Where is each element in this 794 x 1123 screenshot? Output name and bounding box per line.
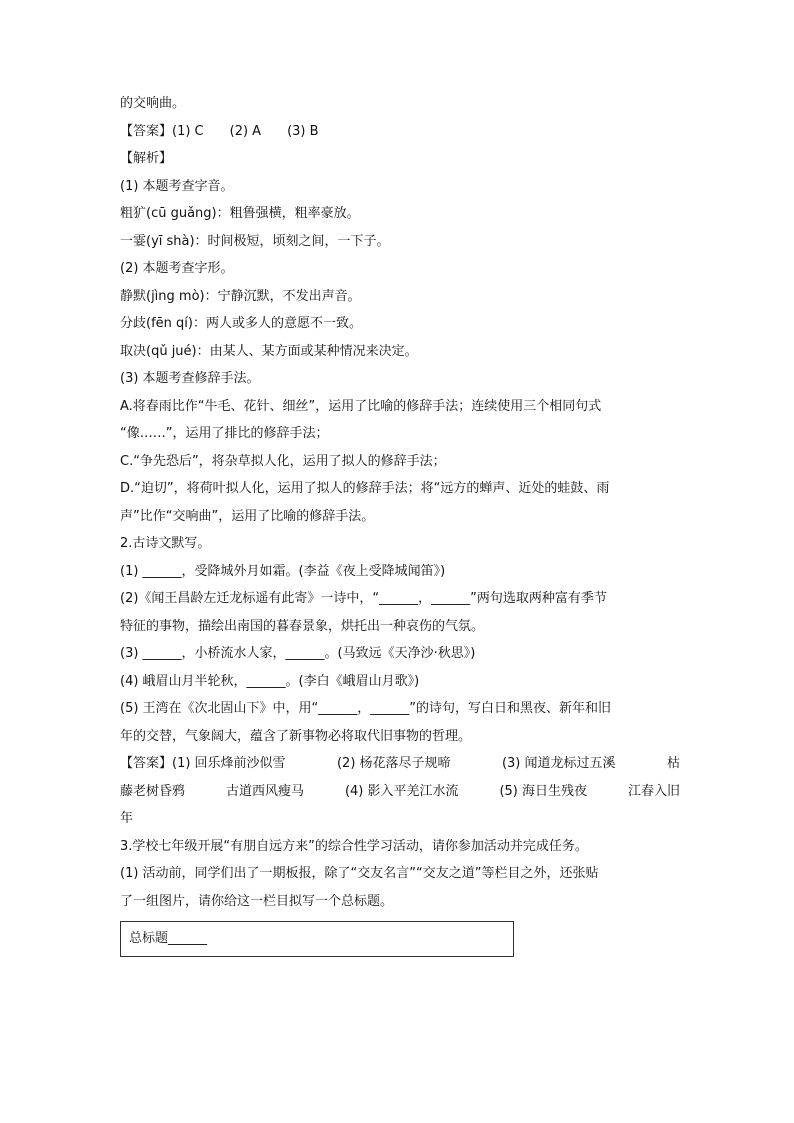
text-line: 一霎(yī shà)：时间极短，顷刻之间，一下子。 [120, 233, 390, 249]
text-line: 分歧(fēn qí)：两人或多人的意愿不一致。 [120, 316, 362, 331]
text-line: (1) ______，受降城外月如霜。(李益《夜上受降城闻笛》) [120, 563, 446, 579]
analysis-heading: 【解析】 [120, 151, 173, 166]
answer-item: (5) 海日生残夜 [499, 783, 588, 799]
answer-box-label: 总标题______ [129, 931, 208, 946]
text-line: (2) 本题考查字形。 [120, 261, 234, 276]
answer-item: (4) 影入平羌江水流 [344, 783, 459, 799]
answer-item: 江春入旧 [627, 783, 680, 799]
answer-row [120, 750, 680, 778]
answer-item: (2) 杨花落尽子规啼 [336, 756, 451, 771]
text-line: “像……”，运用了排比的修辞手法； [120, 426, 329, 441]
answer-row: 年 [120, 811, 134, 826]
text-line: (2)《闻王昌龄左迁龙标遥有此寄》一诗中，“______，______”两句选取两种富有季节 [120, 591, 607, 606]
text-line: 特征的事物，描绘出南国的暮春景象，烘托出一种哀伤的气氛。 [120, 618, 485, 634]
text-line: C.“争先恐后”，将杂草拟人化，运用了拟人的修辞手法； [120, 453, 446, 469]
answer-item: 古道西风瘦马 [225, 783, 304, 799]
text-line: D.“迫切”，将荷叶拟人化，运用了拟人的修辞手法；将“远方的蝉声、近处的蛙鼓、雨 [120, 481, 610, 496]
document-page [120, 90, 680, 957]
answer-row [120, 778, 680, 806]
text-line: 取决(qǔ jué)：由某人、某方面或某种情况来决定。 [120, 343, 418, 359]
text-line: (3) 本题考查修辞手法。 [120, 371, 260, 386]
text-line: 的交响曲。 [120, 96, 186, 111]
answer-box[interactable] [120, 921, 514, 957]
text-line: 粗犷(cū guǎng)：粗鲁强横，粗率豪放。 [120, 206, 360, 221]
answer-line: 【答案】(1) C (2) A (3) B [120, 123, 319, 139]
text-line: (5) 王湾在《次北固山下》中，用“______，______”的诗句，写白日和黑夜、新年和旧 [120, 701, 612, 716]
answer-item: 【答案】(1) 回乐烽前沙似雪 [120, 756, 286, 771]
text-line: A.将春雨比作“牛毛、花针、细丝”，运用了比喻的修辞手法；连续使用三个相同句式 [120, 398, 602, 414]
answer-item: (3) 闻道龙标过五溪 [501, 756, 616, 771]
text-line: 静默(jìng mò)：宁静沉默，不发出声音。 [120, 288, 361, 304]
answer-item: 枯 [666, 756, 680, 771]
text-line: 年的交替，气象阔大，蕴含了新事物必将取代旧事物的哲理。 [120, 728, 472, 744]
text-line: 了一组图片，请你给这一栏目拟写一个总标题。 [120, 893, 394, 909]
text-line: (3) ______，小桥流水人家，______。(马致远《天净沙·秋思》) [120, 646, 476, 661]
answer-item: 藤老树昏鸦 [120, 783, 186, 799]
question-heading: 2.古诗文默写。 [120, 536, 211, 551]
text-line: (1) 本题考查字音。 [120, 178, 234, 194]
text-line: 声”比作“交响曲”，运用了比喻的修辞手法。 [120, 508, 375, 524]
text-line: (1) 活动前，同学们出了一期板报，除了“交友名言”“交友之道”等栏目之外，还张贴 [120, 866, 599, 881]
question-heading: 3.学校七年级开展“有朋自远方来”的综合性学习活动，请你参加活动并完成任务。 [120, 838, 588, 854]
text-line: (4) 峨眉山月半轮秋，______。(李白《峨眉山月歌》) [120, 673, 420, 689]
